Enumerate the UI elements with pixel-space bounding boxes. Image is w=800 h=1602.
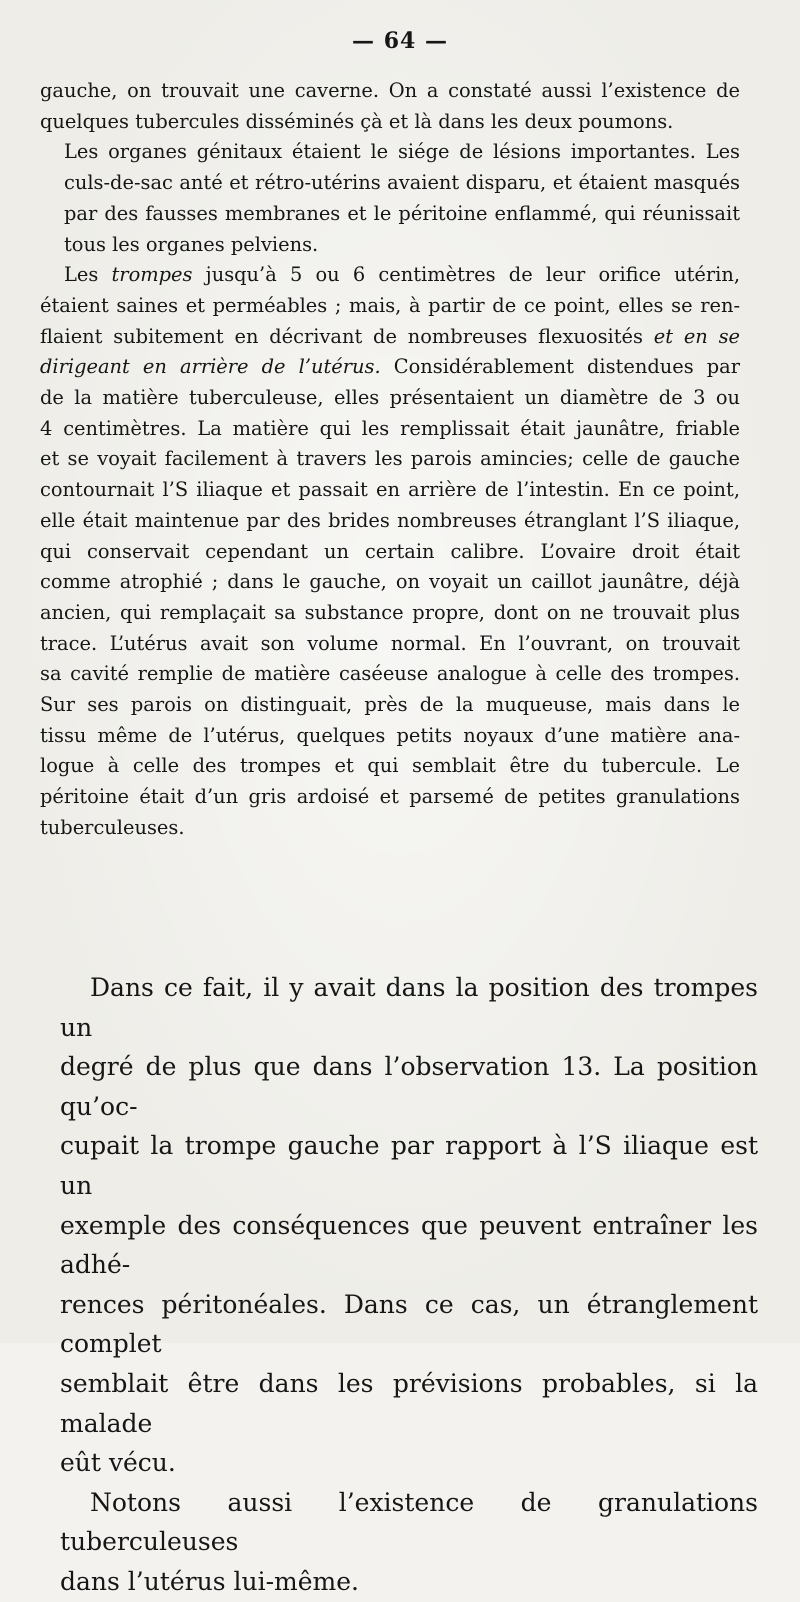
text-line: ancien, qui remplaçait sa substance propre, dont on ne trouvait plus: [40, 600, 740, 624]
text-line: flaient subitement en décrivant de nombreuses flexuosités et en se: [40, 324, 740, 348]
text-line: semblait être dans les prévisions probables, si la malade: [60, 1368, 758, 1438]
text-line: de la matière tuberculeuse, elles présentaient un diamètre de 3 ou: [40, 386, 740, 410]
paragraph-notons: [60, 1483, 758, 1602]
text-line: Sur ses parois on distinguait, près de la muqueuse, mais dans le: [40, 693, 740, 717]
text-line: Les trompes jusqu’à 5 ou 6 centimètres de leur orifice utérin,: [64, 263, 741, 287]
paragraph-genital-organs: [40, 137, 740, 260]
text-line: cupait la trompe gauche par rapport à l’S iliaque est un: [60, 1131, 758, 1200]
text-line: 4 centimètres. La matière qui les remplissait était jaunâtre, friable: [40, 416, 740, 440]
text-line: tissu même de l’utérus, quelques petits noyaux d’une matière ana-: [40, 723, 740, 747]
text-line: qui conservait cependant un certain calibre. L’ovaire droit était: [40, 539, 740, 563]
italic-term: trompes: [111, 263, 193, 287]
text-line: gauche, on trouvait une caverne. On a constaté aussi l’existence de: [40, 79, 740, 102]
commentary-text: [60, 968, 758, 1602]
text-line: culs-de-sac anté et rétro-utérins avaient disparu, et étaient masqués: [64, 171, 740, 195]
text-line: par des fausses membranes et le péritoine enflammé, qui réunissait: [64, 201, 740, 225]
text-line: et se voyait facilement à travers les parois amincies; celle de gauche: [40, 447, 740, 471]
text-line: eût vécu.: [60, 1448, 176, 1478]
paragraph-commentary: [60, 968, 758, 1483]
text-line: dirigeant en arrière de l’utérus. Considérablement distendues par: [40, 355, 740, 379]
text-line: Les organes génitaux étaient le siége de lésions importantes. Les: [64, 140, 740, 164]
observation-text: [40, 76, 740, 844]
paragraph-lungs: [40, 76, 740, 137]
text-line: péritoine était d’un gris ardoisé et parsemé de petites granulations: [40, 785, 740, 809]
text-line: tuberculeuses.: [40, 815, 185, 839]
text-line: quelques tubercules disséminés çà et là dans les deux poumons.: [40, 109, 674, 133]
page-number: — 64 —: [352, 28, 448, 54]
text-line: contournait l’S iliaque et passait en arrière de l’intestin. En ce point,: [40, 478, 740, 502]
text-line: elle était maintenue par des brides nombreuses étranglant l’S iliaque,: [40, 508, 740, 532]
text-line: étaient saines et perméables ; mais, à partir de ce point, elles se ren-: [40, 293, 740, 317]
text-line: trace. L’utérus avait son volume normal. En l’ouvrant, on trouvait: [40, 631, 740, 655]
text-line: degré de plus que dans l’observation 13. La position qu’oc-: [60, 1052, 758, 1121]
text-line: Dans ce fait, il y avait dans la position des trompes un: [60, 973, 758, 1042]
paragraph-trompes: [40, 260, 740, 843]
text-line: dans l’utérus lui-même.: [60, 1566, 359, 1596]
text-line: logue à celle des trompes et qui semblait être du tubercule. Le: [40, 754, 740, 778]
text-line: tous les organes pelviens.: [64, 232, 319, 256]
text-line: exemple des conséquences que peuvent entraîner les adhé-: [60, 1210, 758, 1280]
italic-phrase: dirigeant en arrière de l’utérus.: [40, 355, 381, 379]
text-line: Notons aussi l’existence de granulations tuberculeuses: [60, 1487, 758, 1557]
text-line: rences péritonéales. Dans ce cas, un étranglement complet: [60, 1289, 758, 1359]
text-line: sa cavité remplie de matière caséeuse analogue à celle des trompes.: [40, 662, 740, 686]
text-line: comme atrophié ; dans le gauche, on voyait un caillot jaunâtre, déjà: [40, 570, 740, 594]
italic-phrase: et en se: [642, 324, 740, 348]
